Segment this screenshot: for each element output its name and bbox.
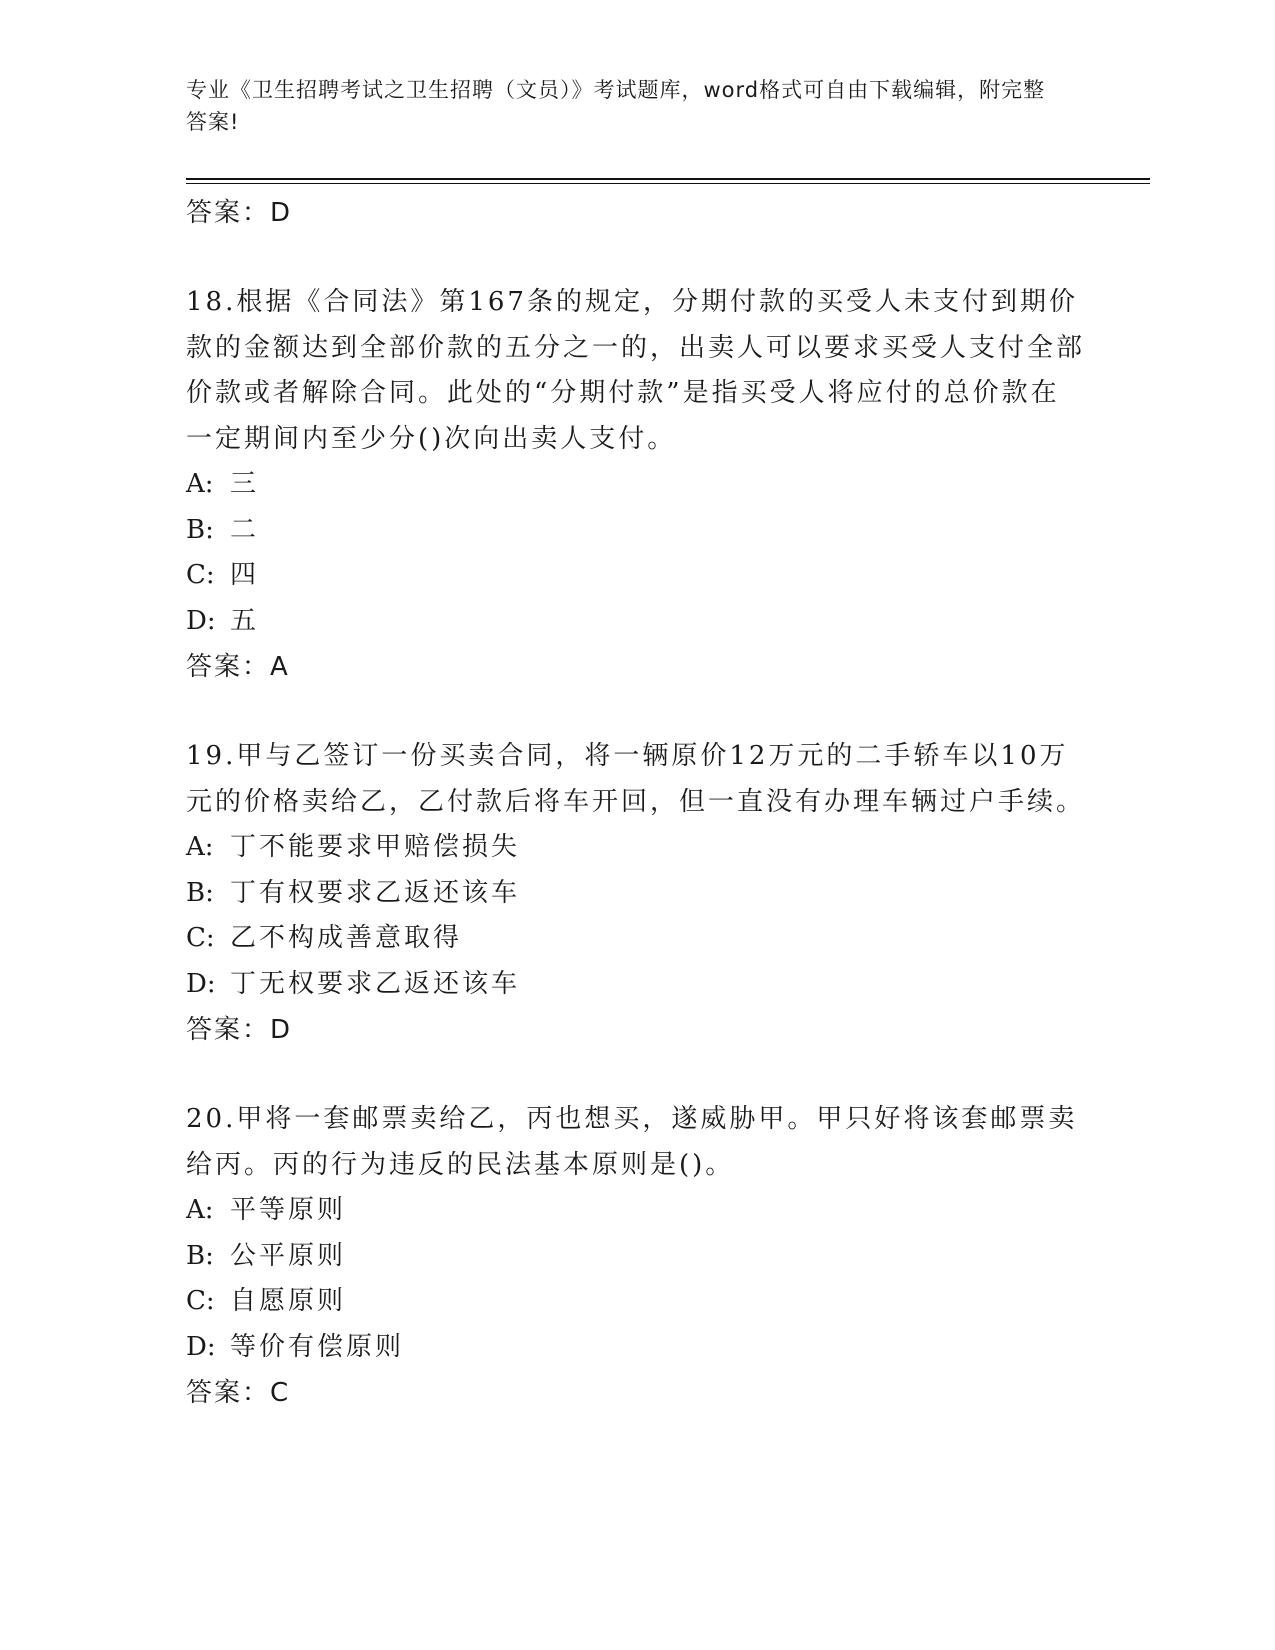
option-letter: C: — [186, 560, 215, 590]
option-letter: D: — [186, 605, 216, 636]
option-letter: C: — [186, 1286, 215, 1316]
question-block — [186, 280, 1086, 690]
option-text: 平等原则 — [230, 1195, 347, 1225]
document-header: 专业《卫生招聘考试之卫生招聘（文员）》考试题库，word格式可自由下载编辑，附完整答案! — [186, 78, 1046, 134]
answer-line: 答案：C — [186, 1378, 291, 1408]
option-a — [186, 1188, 1086, 1234]
option-text: 三 — [230, 469, 260, 499]
header-rule-thick — [186, 178, 1150, 180]
header-rule-thin — [186, 183, 1150, 184]
question-block — [186, 734, 1086, 1053]
option-d — [186, 1325, 1086, 1371]
option-letter: C: — [186, 923, 215, 953]
option-d — [186, 599, 1086, 645]
question-stem: 18.根据《合同法》第167条的规定，分期付款的买受人未支付到期价款的金额达到全部价款的五分之一的，出卖人可以要求买受人支付全部价款或者解除合同。此处的“分期付款”是指买受人将应付的总价款在一定期间内至少分()次向出卖人支付。 — [186, 287, 1086, 454]
question-stem: 20.甲将一套邮票卖给乙，丙也想买，遂威胁甲。甲只好将该套邮票卖给丙。丙的行为违反的民法基本原则是()。 — [186, 1104, 1078, 1180]
question-block — [186, 1097, 1086, 1416]
option-letter: A: — [186, 832, 214, 862]
option-text: 丁无权要求乙返还该车 — [230, 968, 521, 999]
option-d — [186, 962, 1086, 1008]
option-text: 四 — [230, 560, 260, 590]
option-letter: B: — [186, 877, 214, 908]
page-body — [186, 190, 1086, 1416]
option-b — [186, 1234, 1086, 1280]
option-a — [186, 462, 1086, 508]
option-letter: D: — [186, 968, 216, 999]
spacer — [186, 1053, 1086, 1097]
option-letter: B: — [186, 514, 214, 545]
option-text: 公平原则 — [230, 1240, 347, 1271]
option-letter: D: — [186, 1331, 216, 1362]
option-letter: A: — [186, 1195, 214, 1225]
option-letter: A: — [186, 469, 214, 499]
option-text: 五 — [230, 605, 260, 636]
option-c — [186, 1279, 1086, 1325]
option-text: 丁不能要求甲赔偿损失 — [230, 832, 521, 862]
spacer — [186, 690, 1086, 734]
option-text: 乙不构成善意取得 — [230, 923, 463, 953]
option-b — [186, 508, 1086, 554]
option-c — [186, 916, 1086, 962]
option-c — [186, 553, 1086, 599]
option-letter: B: — [186, 1240, 214, 1271]
option-text: 丁有权要求乙返还该车 — [230, 877, 521, 908]
option-text: 等价有偿原则 — [230, 1331, 405, 1362]
option-text: 二 — [230, 514, 260, 545]
option-b — [186, 871, 1086, 917]
question-stem: 19.甲与乙签订一份买卖合同，将一辆原价12万元的二手轿车以10万元的价格卖给乙，乙付款后将车开回，但一直没有办理车辆过户手续。 — [186, 741, 1086, 817]
option-text: 自愿原则 — [230, 1286, 347, 1316]
answer-line: 答案：A — [186, 652, 290, 682]
answer-line: 答案：D — [186, 198, 293, 228]
option-a — [186, 825, 1086, 871]
spacer — [186, 236, 1086, 280]
answer-line: 答案：D — [186, 1015, 293, 1045]
